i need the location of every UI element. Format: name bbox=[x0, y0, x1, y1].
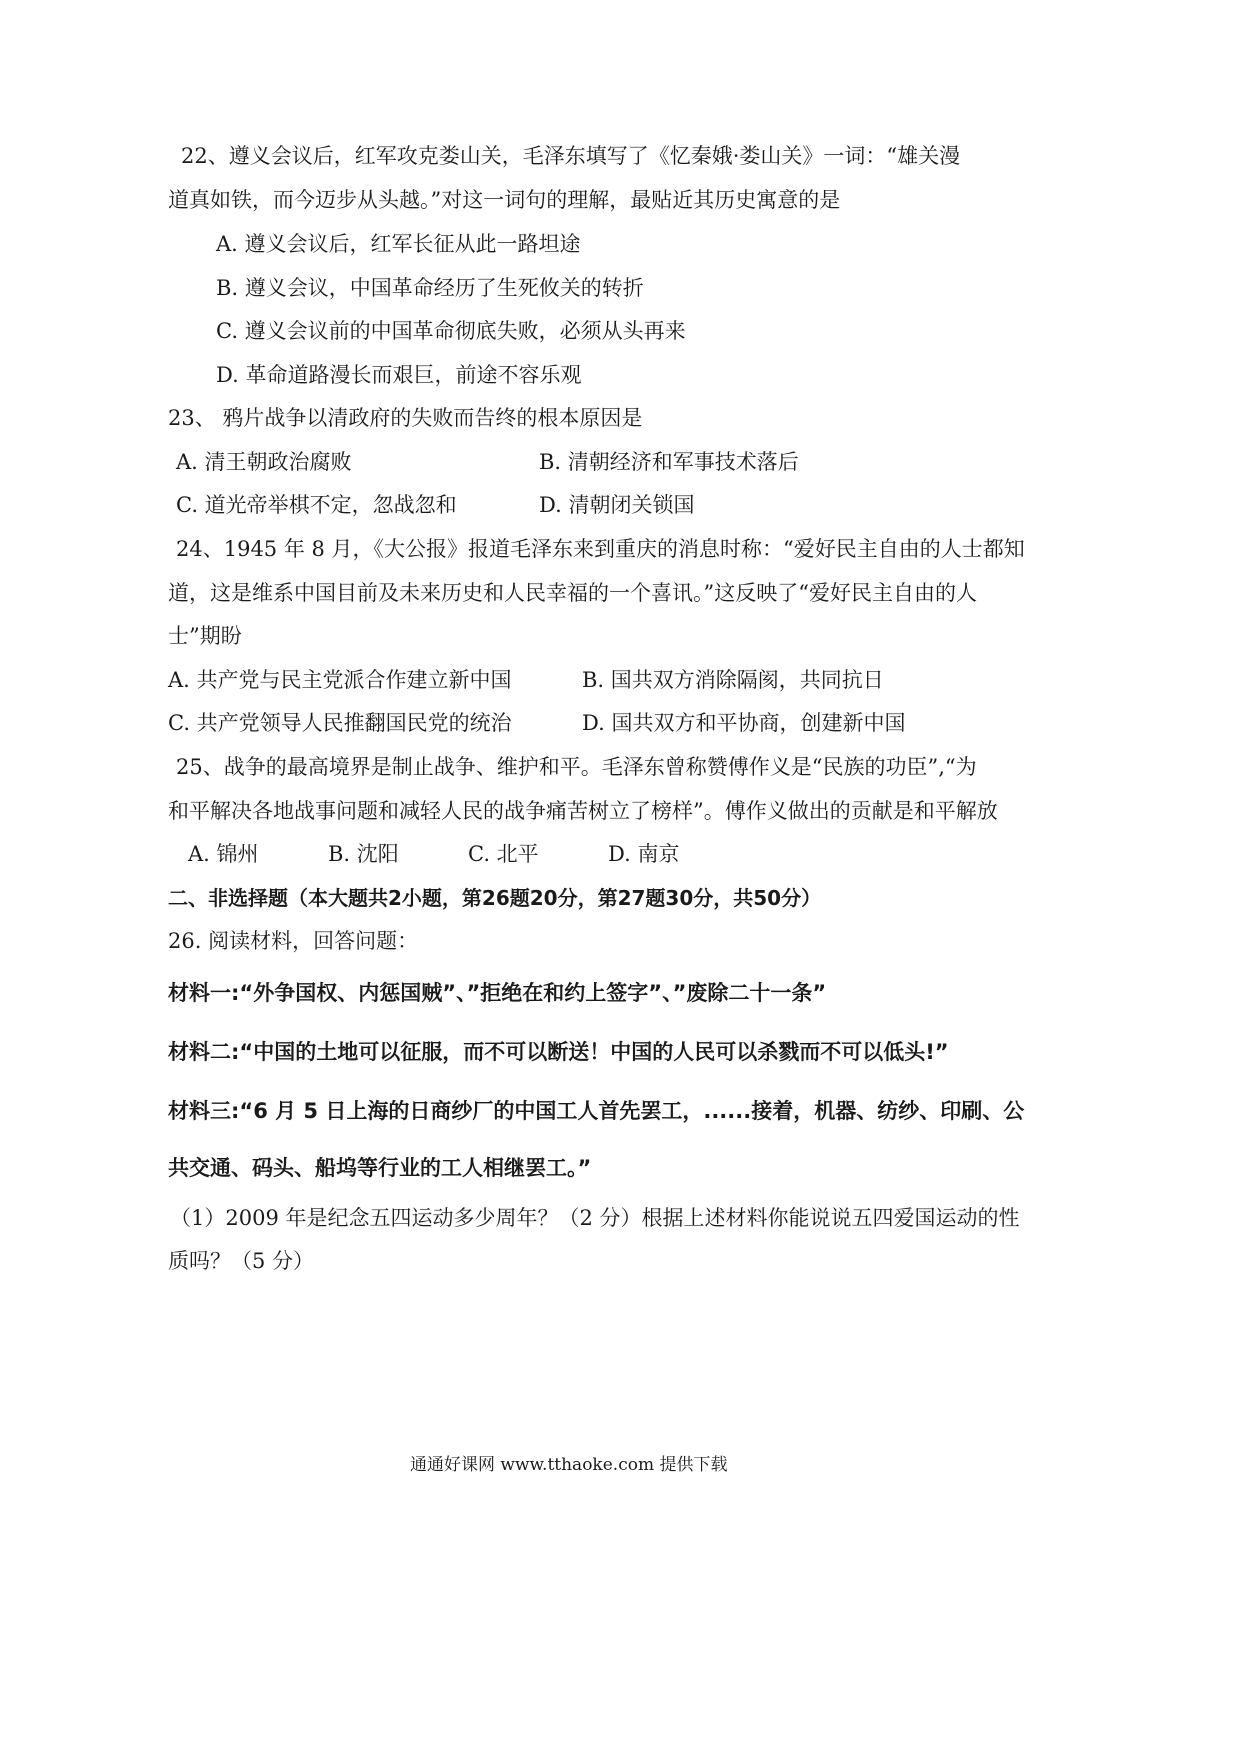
q25-option-c: C. 北平 bbox=[468, 842, 539, 866]
page-footer: 通通好课网 www.tthaoke.com 提供下载 bbox=[410, 1455, 728, 1475]
q24-stem-line1: 24、1945 年 8 月，《大公报》报道毛泽东来到重庆的消息时称：“爱好民主自由的人士都知 bbox=[176, 537, 1025, 561]
q24-option-a: A. 共产党与民主党派合作建立新中国 bbox=[168, 668, 512, 692]
q23-stem: 23、 鸦片战争以清政府的失败而告终的根本原因是 bbox=[168, 406, 643, 430]
q24-option-d: D. 国共双方和平协商，创建新中国 bbox=[582, 711, 906, 735]
q25-option-a: A. 锦州 bbox=[188, 842, 259, 866]
q25-stem-line1: 25、战争的最高境界是制止战争、维护和平。毛泽东曾称赞傅作义是“民族的功臣”,“为 bbox=[176, 755, 977, 779]
q24-stem-line2: 道，这是维系中国目前及未来历史和人民幸福的一个喜讯。”这反映了“爱好民主自由的人 bbox=[168, 581, 977, 605]
q26-material3-line2: 共交通、码头、船坞等行业的工人相继罢工。” bbox=[168, 1156, 592, 1180]
q26-material1: 材料一:“外争国权、内惩国贼”、”拒绝在和约上签字”、”废除二十一条” bbox=[168, 981, 827, 1005]
q25-option-b: B. 沈阳 bbox=[328, 842, 399, 866]
section2-heading: 二、非选择题（本大题共2小题，第26题20分，第27题30分，共50分） bbox=[168, 886, 822, 910]
q26-material2: 材料二:“中国的土地可以征服，而不可以断送！中国的人民可以杀戮而不可以低头!” bbox=[168, 1040, 949, 1064]
q26-stem: 26. 阅读材料，回答问题： bbox=[168, 929, 419, 953]
q23-option-a: A. 清王朝政治腐败 bbox=[176, 450, 352, 474]
q23-option-d: D. 清朝闭关锁国 bbox=[539, 493, 695, 517]
q25-stem-line2: 和平解决各地战事问题和减轻人民的战争痛苦树立了榜样”。傅作义做出的贡献是和平解放 bbox=[168, 799, 998, 823]
q25-option-d: D. 南京 bbox=[608, 842, 680, 866]
q26-sub1-line1: （1）2009 年是纪念五四运动多少周年？（2 分）根据上述材料你能说说五四爱国运动的性 bbox=[170, 1206, 1020, 1230]
q24-option-c: C. 共产党领导人民推翻国民党的统治 bbox=[168, 711, 512, 735]
q24-option-b: B. 国共双方消除隔阂，共同抗日 bbox=[582, 668, 884, 692]
q26-material3-line1: 材料三:“6 月 5 日上海的日商纱厂的中国工人首先罢工，......接着，机器、纺纱、印刷、公 bbox=[168, 1099, 1025, 1123]
q23-option-b: B. 清朝经济和军事技术落后 bbox=[539, 450, 799, 474]
q22-stem-line2: 道真如铁，而今迈步从头越。”对这一词句的理解，最贴近其历史寓意的是 bbox=[168, 188, 841, 212]
q22-option-b: B. 遵义会议，中国革命经历了生死攸关的转折 bbox=[216, 276, 644, 300]
q23-option-c: C. 道光帝举棋不定，忽战忽和 bbox=[176, 493, 457, 517]
q26-sub1-line2: 质吗？（5 分） bbox=[168, 1249, 315, 1273]
q22-option-d: D. 革命道路漫长而艰巨，前途不容乐观 bbox=[216, 363, 582, 387]
q22-option-c: C. 遵义会议前的中国革命彻底失败，必须从头再来 bbox=[216, 319, 686, 343]
q22-stem-line1: 22、遵义会议后，红军攻克娄山关，毛泽东填写了《忆秦娥·娄山关》一词：“雄关漫 bbox=[181, 144, 961, 168]
q24-stem-line3: 士”期盼 bbox=[168, 624, 242, 648]
q22-option-a: A. 遵义会议后，红军长征从此一路坦途 bbox=[216, 232, 581, 256]
